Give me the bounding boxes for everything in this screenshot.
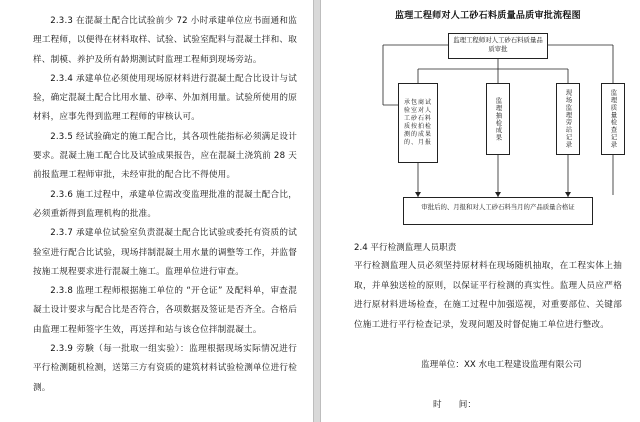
paragraph-2-3-9: 2.3.9 旁験（每一批取一组实验）：监理根据现场实际情况进行平行检测随机检测，送第三方有资质的建筑材料试验检测单位进行检测。 — [33, 344, 297, 393]
paragraph-2-3-4: 2.3.4 承建单位必须使用现场原材料进行混凝土配合比设计与试验，确定混凝土配合比用水量、砂率、外加剂用量。试验所使用的原材料，应事先得到监理工程师的审核认可。 — [33, 73, 297, 123]
paragraph-2-3-7: 2.3.7 承建单位试验室负责混凝土配合比试验或委托有资质的试验室进行配合比试验，现场拌制混凝土用水量的调整等工作，并监督按施工规程要求进行混凝土施工。监理单位进行审查。 — [33, 228, 297, 277]
paragraph-2-3-3: 2.3.3 在混凝土配合比试验前少 72 小时承建单位应书面通和监理工程师，以便得在材料取样、试验、试验室配料与混凝土拌和、取样、制模、养护及所有龄期测试时监理工程师到现场旁站。 — [33, 16, 297, 65]
section-heading-2-4: 2.4 平行检测监理人员职责 — [354, 243, 457, 253]
document-page-right — [320, 0, 640, 422]
flowchart-top-box: 监理工程师对人工砂石料质量品质审批 — [448, 33, 548, 59]
flowchart-quality-record-box: 监理质量检查记录 — [601, 83, 625, 155]
signature-time: 时 间： — [433, 400, 476, 410]
approval-flowchart — [358, 25, 638, 240]
flowchart-site-record-box: 现场监理旁站记录 — [556, 83, 580, 155]
paragraph-2-3-6: 2.3.6 施工过程中，承建单位需改变监理批准的混凝土配合比，必须重新得到监理机构的批准。 — [33, 189, 297, 219]
section-2-4-body: 平行检测监理人员必须坚持原材料在现场随机抽取，在工程实体上抽取，并单独送检的原则，以保证平行检测的真实性。监理人员应严格进行原材料进场检查，在施工过程中加强巡视，对重要部位、关键部位施工进行平行检查记录，发现问题及时督促施工单位进行整改。 — [354, 261, 622, 330]
signature-unit: 监理单位：XX 水电工程建设监理有限公司 — [421, 360, 582, 370]
paragraph-2-3-8: 2.3.8 监理工程师根据施工单位的 “开仓证” 及配料单，审查混凝土设计要求与配合比是否符合，各项数据及签证是否齐全。合格后由监理工程师签字生效，再送拌和站与该仓位拌制混凝土。 — [33, 286, 297, 335]
paragraph-2-3-5: 2.3.5 经试验确定的施工配合比，其各项性能指标必须满足设计要求。混凝土施工配合比及试验成果报告，应在混凝土浇筑前 28 天前报监理工程师审批，未经审批的配合比不得使用。 — [33, 131, 297, 181]
flowchart-lab-report-box: 承包商试验室对人工砂石料质按拍检测的成果的、月报 — [398, 83, 438, 163]
flowchart-bottom-box: 审批后的、月报和对人工砂石料当月的产品质量合格证 — [403, 197, 593, 225]
flowchart-sampling-box: 监理抽检成果 — [486, 83, 510, 155]
document-page-left — [0, 0, 314, 422]
flowchart-title: 监理工程师对人工砂石料质量品质审批流程图 — [394, 11, 581, 21]
